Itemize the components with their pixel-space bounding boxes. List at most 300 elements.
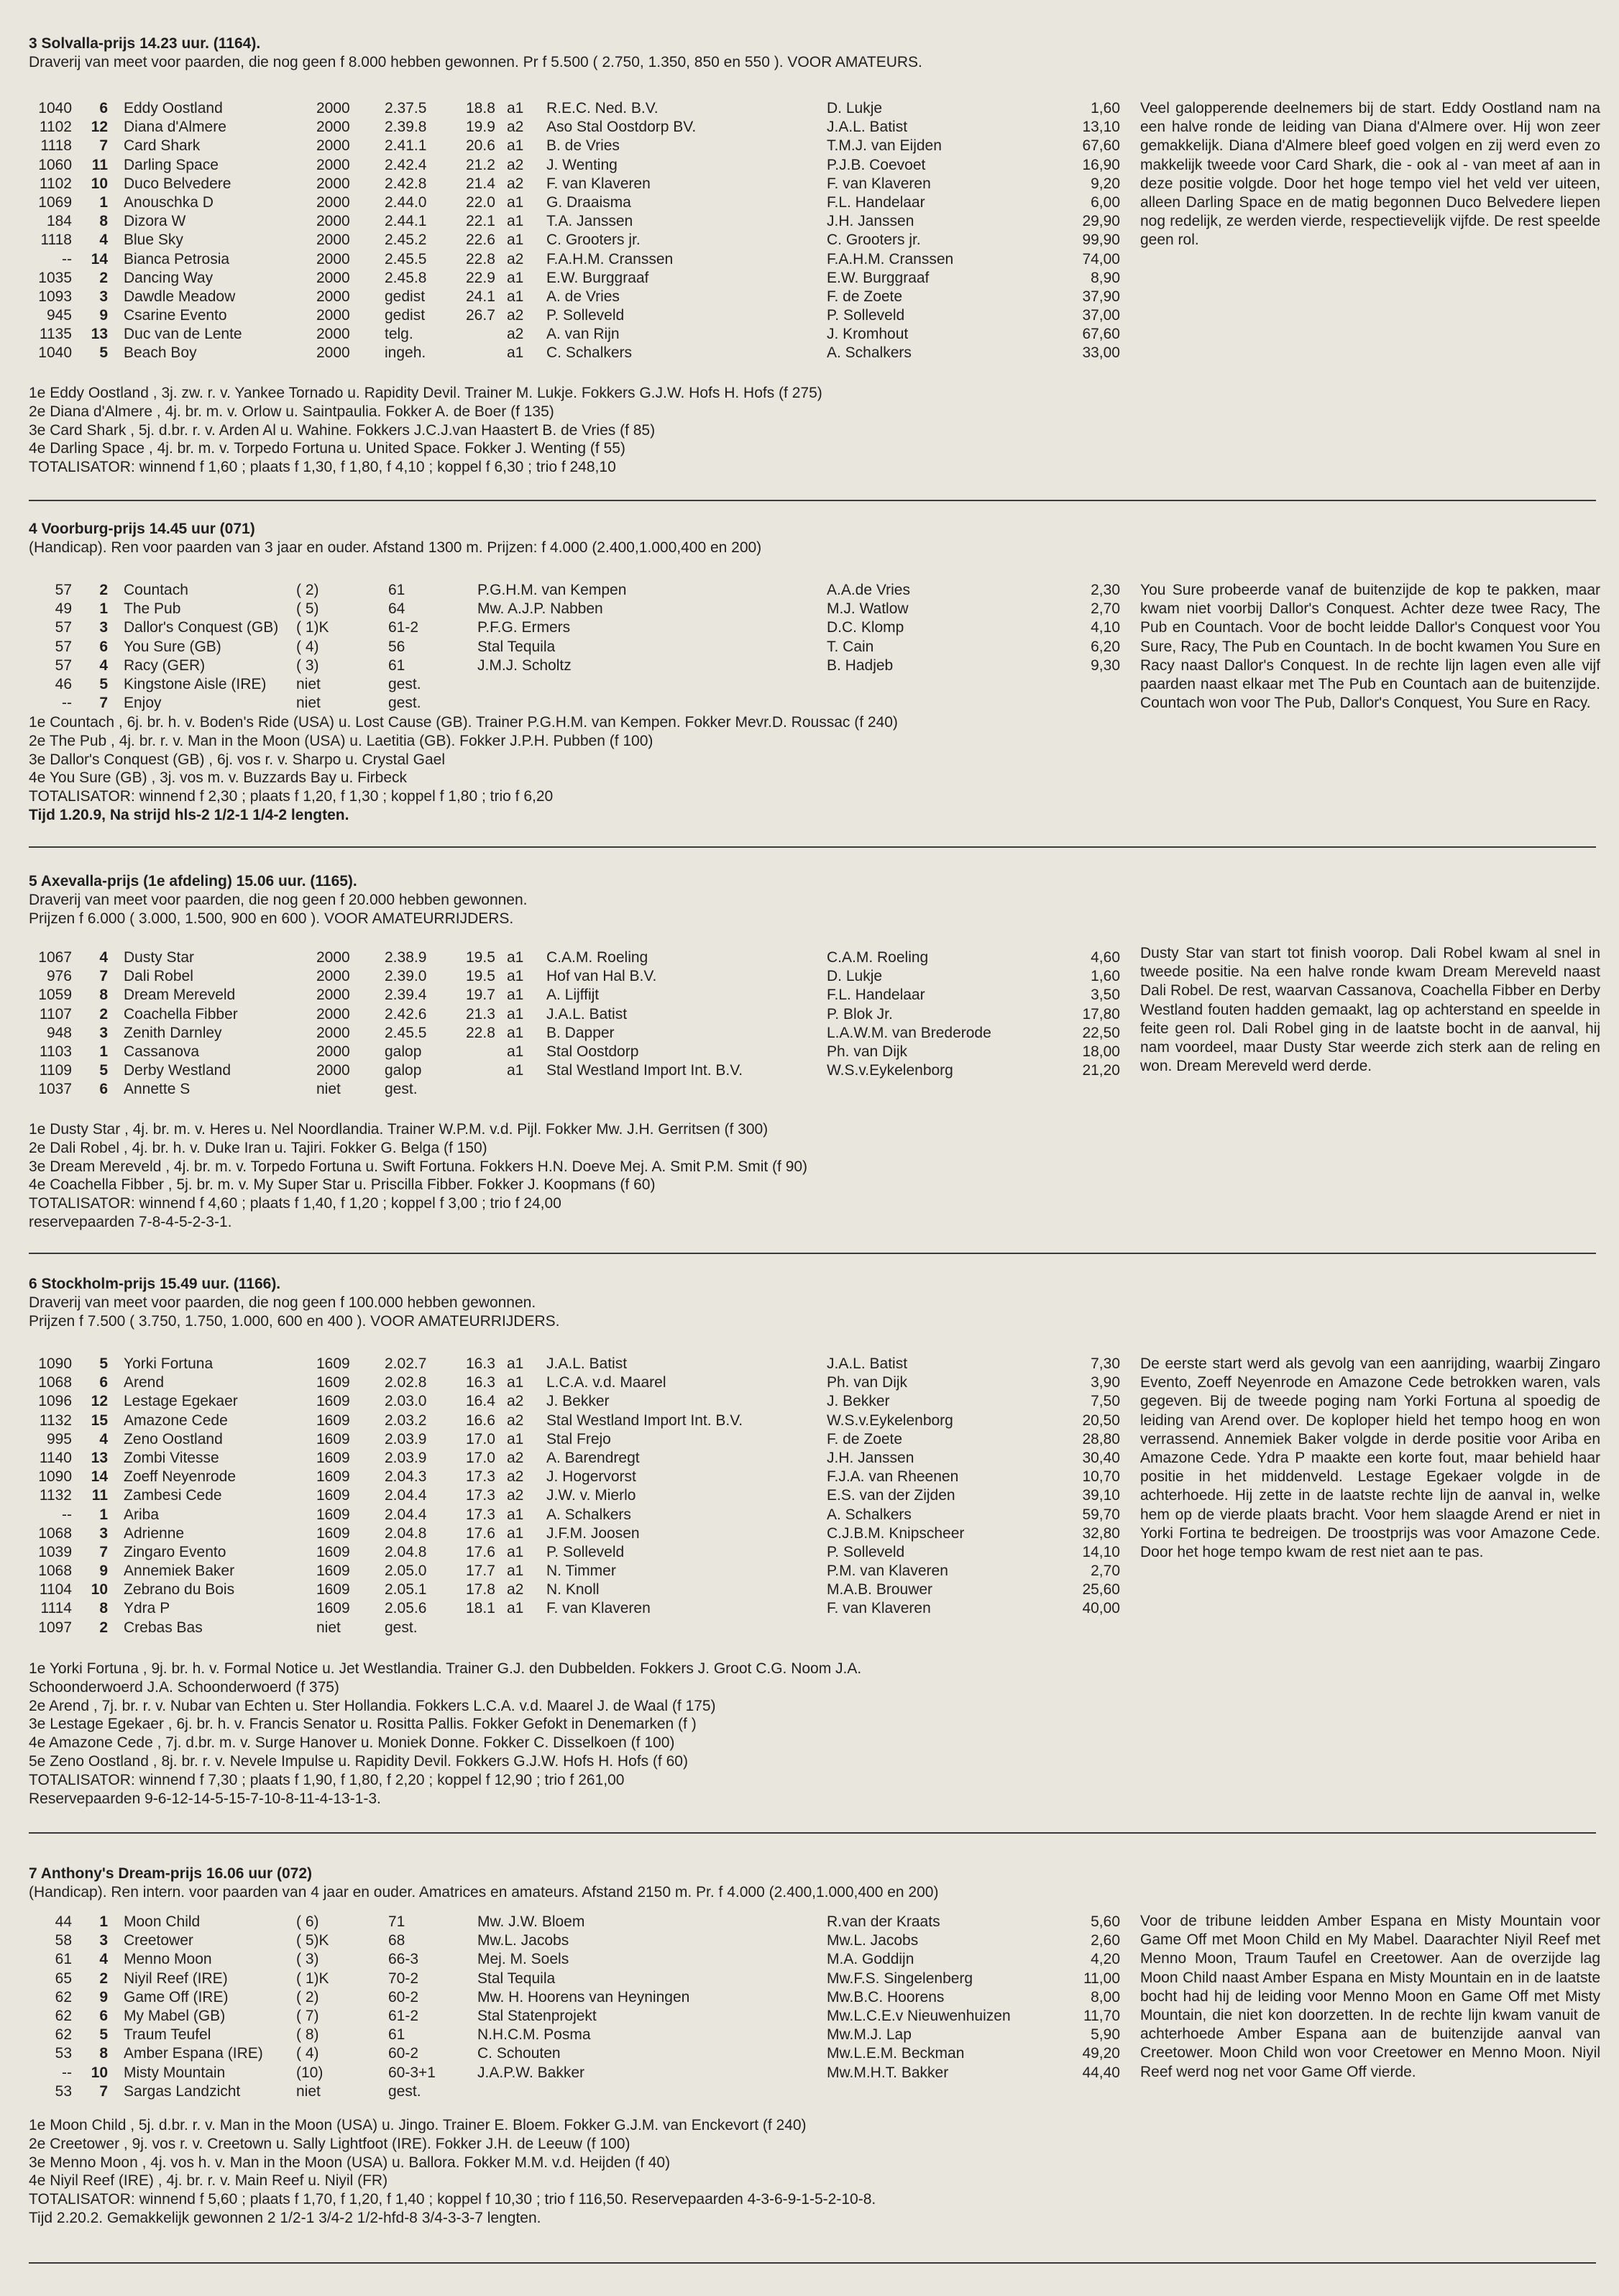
km-time: 17.8 bbox=[466, 1581, 495, 1598]
distance: 1609 bbox=[316, 1563, 350, 1580]
section-divider bbox=[29, 1253, 1596, 1254]
driver: T.M.J. van Eijden bbox=[827, 137, 942, 155]
distance: 2000 bbox=[316, 288, 350, 305]
start-number: 7 bbox=[99, 695, 108, 712]
gate: ( 5)K bbox=[296, 1932, 329, 1949]
start-number: 13 bbox=[91, 326, 108, 343]
table-row bbox=[29, 1950, 1150, 1969]
race-section bbox=[29, 872, 1600, 1230]
footer-line: 1e Dusty Star , 4j. br. m. v. Heres u. Nel Noordlandia. Trainer W.P.M. v.d. Pijl. Fokker Mw. J.H. Gerritsen (f 300) bbox=[29, 1121, 769, 1138]
km-time: 21.3 bbox=[466, 1005, 495, 1023]
start-number: 13 bbox=[91, 1449, 108, 1466]
start-number: 5 bbox=[99, 675, 108, 692]
start-number: 8 bbox=[99, 987, 108, 1004]
owner: J.F.M. Joosen bbox=[546, 1524, 640, 1542]
start-number: 14 bbox=[91, 250, 108, 267]
driver: J.H. Janssen bbox=[827, 213, 914, 230]
horse-name: Arend bbox=[124, 1374, 165, 1391]
horse-name: Moon Child bbox=[124, 1913, 201, 1930]
time: 2.04.8 bbox=[385, 1543, 427, 1560]
horse-name: Bianca Petrosia bbox=[124, 250, 230, 267]
results-table bbox=[29, 1913, 1150, 2101]
distance: 2000 bbox=[316, 1005, 350, 1023]
odds: 49,20 bbox=[1082, 2045, 1120, 2062]
owner: Stal Tequila bbox=[477, 1970, 556, 1987]
odds: 44,40 bbox=[1082, 2064, 1120, 2081]
odds: 99,90 bbox=[1082, 232, 1120, 249]
gate: ( 8) bbox=[296, 2026, 319, 2044]
km-time: 21.4 bbox=[466, 175, 495, 192]
start-number: 2 bbox=[99, 582, 108, 598]
table-row bbox=[29, 1080, 1150, 1099]
start-number: 1 bbox=[99, 1913, 108, 1930]
horse-name: Zoeff Neyenrode bbox=[124, 1468, 237, 1486]
race-conditions: Draverij van meet voor paarden, die nog geen f 100.000 hebben gewonnen. bbox=[29, 1294, 536, 1311]
prev-number: 1132 bbox=[39, 1487, 72, 1504]
time: 2.03.0 bbox=[385, 1393, 427, 1410]
time: 2.44.1 bbox=[385, 213, 427, 230]
time: 2.45.5 bbox=[385, 250, 427, 267]
distance: 2000 bbox=[316, 137, 350, 155]
race-section bbox=[29, 35, 1600, 476]
odds: 59,70 bbox=[1082, 1506, 1120, 1523]
driver: F. de Zoete bbox=[827, 288, 903, 305]
table-row bbox=[29, 1543, 1150, 1562]
prev-number: 1097 bbox=[38, 1619, 72, 1636]
weight: 68 bbox=[388, 1932, 405, 1949]
owner: Stal Statenprojekt bbox=[477, 2007, 597, 2024]
horse-name: Lestage Egekaer bbox=[124, 1393, 238, 1410]
footer-line: 4e Coachella Fibber , 5j. br. m. v. My Super Star u. Priscilla Fibber. Fokker J. Koopmans (f 60) bbox=[29, 1176, 656, 1194]
start-type: a2 bbox=[507, 1393, 524, 1410]
owner: Aso Stal Oostdorp BV. bbox=[546, 119, 697, 136]
owner: J.A.L. Batist bbox=[546, 1005, 628, 1023]
start-number: 10 bbox=[91, 2064, 108, 2081]
table-row bbox=[29, 118, 1150, 137]
footer-line: Schoonderwoerd J.A. Schoonderwoerd (f 375) bbox=[29, 1678, 339, 1696]
race-results-footer bbox=[29, 1660, 1150, 1808]
table-row bbox=[29, 2026, 1150, 2044]
km-time: 17.6 bbox=[466, 1543, 495, 1560]
owner: B. de Vries bbox=[546, 137, 620, 155]
start-number: 6 bbox=[99, 100, 108, 116]
owner: Stal Oostdorp bbox=[546, 1043, 639, 1060]
horse-name: Anouschka D bbox=[124, 193, 214, 211]
start-number: 6 bbox=[99, 1374, 108, 1391]
prev-number: 1107 bbox=[39, 1005, 72, 1023]
weight: 61-2 bbox=[388, 619, 419, 636]
owner: J.A.P.W. Bakker bbox=[477, 2064, 584, 2081]
driver: A. Schalkers bbox=[827, 344, 912, 362]
table-row bbox=[29, 1468, 1150, 1486]
owner: P.F.G. Ermers bbox=[477, 619, 571, 636]
km-time: 19.9 bbox=[466, 119, 495, 136]
horse-name: Dawdle Meadow bbox=[124, 288, 236, 305]
owner: A. Barendregt bbox=[546, 1449, 640, 1466]
table-row bbox=[29, 948, 1150, 967]
prev-number: 1040 bbox=[38, 344, 72, 362]
distance: 1609 bbox=[316, 1506, 350, 1523]
weight: 60-3+1 bbox=[388, 2064, 436, 2081]
footer-line: TOTALISATOR: winnend f 1,60 ; plaats f 1,30, f 1,80, f 4,10 ; koppel f 6,30 ; trio f 248,10 bbox=[29, 459, 616, 476]
time: gedist bbox=[385, 288, 426, 305]
time: gest. bbox=[385, 1081, 418, 1098]
jockey: A.A.de Vries bbox=[827, 582, 910, 598]
prev-number: 1102 bbox=[39, 175, 72, 192]
time: 2.02.8 bbox=[385, 1374, 427, 1391]
odds: 6,00 bbox=[1091, 193, 1120, 211]
distance: 2000 bbox=[316, 232, 350, 249]
horse-name: Coachella Fibber bbox=[124, 1005, 238, 1023]
table-row bbox=[29, 986, 1150, 1005]
driver: F. van Klaveren bbox=[827, 175, 931, 192]
owner: N.H.C.M. Posma bbox=[477, 2026, 591, 2044]
time: 2.04.4 bbox=[385, 1487, 427, 1504]
start-type: a1 bbox=[507, 1430, 524, 1447]
prev-rating: 57 bbox=[55, 638, 72, 655]
table-row bbox=[29, 1913, 1150, 1931]
footer-line: 3e Menno Moon , 4j. vos h. v. Man in the Moon (USA) u. Ballora. Fokker M.M. v.d. Heijden (f 40) bbox=[29, 2154, 671, 2171]
horse-name: Eddy Oostland bbox=[124, 100, 223, 116]
driver: W.S.v.Eykelenborg bbox=[827, 1062, 953, 1079]
horse-name: Zenith Darnley bbox=[124, 1024, 222, 1041]
start-number: 8 bbox=[99, 2045, 108, 2062]
driver: Ph. van Dijk bbox=[827, 1374, 908, 1391]
odds: 74,00 bbox=[1082, 250, 1120, 267]
driver: J.A.L. Batist bbox=[827, 119, 908, 136]
prev-number: 1035 bbox=[38, 269, 72, 286]
prev-number: 1067 bbox=[38, 949, 72, 966]
horse-name: Zingaro Evento bbox=[124, 1543, 226, 1560]
table-row bbox=[29, 1619, 1150, 1637]
time: gest. bbox=[385, 1619, 418, 1636]
results-table bbox=[29, 1355, 1150, 1637]
prev-rating: -- bbox=[62, 695, 72, 712]
start-number: 2 bbox=[99, 269, 108, 286]
horse-name: Zebrano du Bois bbox=[124, 1581, 235, 1598]
footer-line: 3e Dallor's Conquest (GB) , 6j. vos r. v. Sharpo u. Crystal Gael bbox=[29, 751, 446, 768]
race-commentary: You Sure probeerde vanaf de buitenzijde de kop te pakken, maar kwam niet voorbij Dallor's Conquest. Achter deze twee Racy, The Pub en Countach. Voor de bocht leidde Dallor's Conquest voor You Sure, Racy, The Pub en Countach. In de bocht kwamen You Sure en Racy naast Dallor's Conquest. In de rechte lijn lagen even alle vijf paarden naast elkaar met The Pub en Countach aan de buitenzijde. Countach won voor The Pub, Dallor's Conquest, You Sure en Racy. bbox=[1140, 582, 1600, 712]
time: telg. bbox=[385, 326, 413, 343]
jockey: Mw.B.C. Hoorens bbox=[827, 1988, 945, 2005]
start-type: a2 bbox=[507, 119, 524, 136]
jockey: Mw.M.J. Lap bbox=[827, 2026, 912, 2044]
race-title: 4 Voorburg-prijs 14.45 uur (071) bbox=[29, 521, 255, 537]
owner: Mej. M. Soels bbox=[477, 1951, 569, 1968]
odds: 11,00 bbox=[1083, 1970, 1120, 1987]
table-row bbox=[29, 288, 1150, 306]
distance: 1609 bbox=[316, 1543, 350, 1560]
weight: gest. bbox=[388, 2082, 421, 2100]
horse-name: Adrienne bbox=[124, 1524, 185, 1542]
odds: 67,60 bbox=[1082, 137, 1120, 155]
km-time: 22.8 bbox=[466, 1024, 495, 1041]
time: 2.38.9 bbox=[385, 949, 427, 966]
distance: 2000 bbox=[316, 269, 350, 286]
owner: A. Schalkers bbox=[546, 1506, 631, 1523]
table-row bbox=[29, 193, 1150, 212]
prev-number: 1040 bbox=[38, 100, 72, 116]
time: 2.37.5 bbox=[385, 100, 427, 116]
km-time: 26.7 bbox=[466, 307, 495, 324]
table-row bbox=[29, 618, 1150, 637]
distance: 2000 bbox=[316, 1043, 350, 1060]
footer-line: 4e Darling Space , 4j. br. m. v. Torpedo Fortuna u. United Space. Fokker J. Wenting (f 55) bbox=[29, 440, 625, 457]
time: ingeh. bbox=[385, 344, 426, 362]
race-section bbox=[29, 1865, 1600, 2226]
time: 2.02.7 bbox=[385, 1355, 427, 1372]
footer-line: 1e Eddy Oostland , 3j. zw. r. v. Yankee Tornado u. Rapidity Devil. Trainer M. Lukje. Fokkers G.J.W. Hofs H. Hofs (f 275) bbox=[29, 385, 822, 401]
odds: 1,60 bbox=[1091, 968, 1120, 985]
time: 2.03.2 bbox=[385, 1412, 427, 1429]
horse-name: Beach Boy bbox=[124, 344, 197, 362]
distance: 1609 bbox=[316, 1524, 350, 1542]
race-conditions: Draverij van meet voor paarden, die nog geen f 8.000 hebben gewonnen. Pr f 5.500 ( 2.750, 1.350, 850 en 550 ). VOOR AMATEURS. bbox=[29, 54, 922, 70]
owner: J.W. v. Mierlo bbox=[546, 1487, 636, 1504]
horse-name: Game Off (IRE) bbox=[124, 1988, 229, 2005]
start-type: a1 bbox=[507, 288, 524, 305]
start-number: 7 bbox=[99, 968, 108, 985]
distance: 1609 bbox=[316, 1412, 350, 1429]
time: 2.05.1 bbox=[385, 1581, 427, 1598]
table-row bbox=[29, 1931, 1150, 1950]
prev-rating: 44 bbox=[55, 1913, 72, 1930]
odds: 3,90 bbox=[1091, 1374, 1120, 1391]
jockey: Mw.M.H.T. Bakker bbox=[827, 2064, 949, 2081]
start-number: 4 bbox=[99, 949, 108, 966]
table-row bbox=[29, 1449, 1150, 1468]
owner: A. Lijffijt bbox=[546, 987, 600, 1004]
race-results-footer bbox=[29, 1120, 1150, 1232]
odds: 67,60 bbox=[1082, 326, 1120, 343]
footer-line: TOTALISATOR: winnend f 7,30 ; plaats f 1,90, f 1,80, f 2,20 ; koppel f 12,90 ; trio f 261,00 bbox=[29, 1771, 625, 1788]
start-type: a2 bbox=[507, 1487, 524, 1504]
race-conditions: Prijzen f 7.500 ( 3.750, 1.750, 1.000, 600 en 400 ). VOOR AMATEURRIJDERS. bbox=[29, 1313, 560, 1330]
table-row bbox=[29, 638, 1150, 657]
horse-name: Sargas Landzicht bbox=[124, 2082, 241, 2100]
table-row bbox=[29, 1506, 1150, 1524]
footer-line: 5e Zeno Oostland , 8j. br. r. v. Nevele Impulse u. Rapidity Devil. Fokkers G.J.W. Hofs H. Hofs (f 60) bbox=[29, 1752, 688, 1770]
footer-line: 3e Dream Mereveld , 4j. br. m. v. Torpedo Fortuna u. Swift Fortuna. Fokkers H.N. Doeve Mej. A. Smit P.M. Smit (f 90) bbox=[29, 1158, 808, 1175]
km-time: 17.7 bbox=[466, 1563, 495, 1580]
table-row bbox=[29, 137, 1150, 155]
horse-name: Creetower bbox=[124, 1932, 193, 1949]
odds: 17,80 bbox=[1082, 1005, 1120, 1023]
start-number: 7 bbox=[99, 137, 108, 155]
start-type: a2 bbox=[507, 1449, 524, 1466]
footer-line: 4e Niyil Reef (IRE) , 4j. br. r. v. Main Reef u. Niyil (FR) bbox=[29, 2172, 388, 2190]
horse-name: Crebas Bas bbox=[124, 1619, 203, 1636]
prev-number: 948 bbox=[46, 1024, 72, 1041]
start-number: 4 bbox=[99, 1430, 108, 1447]
section-divider bbox=[29, 500, 1596, 501]
gate: niet bbox=[296, 2082, 321, 2100]
prev-number: 976 bbox=[46, 968, 72, 985]
start-type: a1 bbox=[507, 213, 524, 230]
driver: F.A.H.M. Cranssen bbox=[827, 250, 954, 267]
horse-name: Enjoy bbox=[124, 695, 162, 712]
driver: P. Solleveld bbox=[827, 1543, 905, 1560]
table-row bbox=[29, 306, 1150, 325]
horse-name: Dizora W bbox=[124, 213, 186, 230]
start-number: 3 bbox=[99, 288, 108, 305]
time: 2.39.0 bbox=[385, 968, 427, 985]
km-time: 16.6 bbox=[466, 1412, 495, 1429]
start-type: a1 bbox=[507, 1374, 524, 1391]
start-type: a1 bbox=[507, 1524, 524, 1542]
horse-name: Ydra P bbox=[124, 1600, 170, 1617]
owner: Mw. A.J.P. Nabben bbox=[477, 600, 603, 618]
driver: A. Schalkers bbox=[827, 1506, 912, 1523]
table-row bbox=[29, 175, 1150, 193]
odds: 6,20 bbox=[1091, 638, 1120, 655]
odds: 9,20 bbox=[1091, 175, 1120, 192]
distance: 1609 bbox=[316, 1355, 350, 1372]
km-time: 17.0 bbox=[466, 1449, 495, 1466]
weight: 61 bbox=[388, 657, 405, 674]
start-type: a1 bbox=[507, 1043, 524, 1060]
horse-name: Duc van de Lente bbox=[124, 326, 242, 343]
distance: 1609 bbox=[316, 1468, 350, 1486]
time: 2.39.8 bbox=[385, 119, 427, 136]
horse-name: Derby Westland bbox=[124, 1062, 231, 1079]
owner: N. Knoll bbox=[546, 1581, 600, 1598]
start-type: a2 bbox=[507, 1468, 524, 1486]
owner: Stal Frejo bbox=[546, 1430, 611, 1447]
horse-name: My Mabel (GB) bbox=[124, 2007, 226, 2024]
race-title: 5 Axevalla-prijs (1e afdeling) 15.06 uur. (1165). bbox=[29, 873, 357, 889]
race-conditions: (Handicap). Ren intern. voor paarden van 4 jaar en ouder. Amatrices en amateurs. Afstand 2150 m. Pr. f 4.000 (2.400,1.000,400 en 200) bbox=[29, 1884, 939, 1901]
driver: F.J.A. van Rheenen bbox=[827, 1468, 959, 1486]
km-time: 19.5 bbox=[466, 949, 495, 966]
start-number: 9 bbox=[99, 307, 108, 324]
prev-number: 1102 bbox=[39, 119, 72, 136]
table-row bbox=[29, 1562, 1150, 1581]
gate: ( 4) bbox=[296, 2045, 319, 2062]
odds: 8,90 bbox=[1091, 269, 1120, 286]
odds: 33,00 bbox=[1082, 344, 1120, 362]
weight: 61 bbox=[388, 2026, 405, 2044]
owner: R.E.C. Ned. B.V. bbox=[546, 100, 659, 116]
start-number: 1 bbox=[99, 1506, 108, 1523]
race-time-margins: Tijd 1.20.9, Na strijd hls-2 1/2-1 1/4-2 lengten. bbox=[29, 806, 349, 823]
driver: E.S. van der Zijden bbox=[827, 1487, 955, 1504]
owner: P. Solleveld bbox=[546, 307, 625, 324]
owner: T.A. Janssen bbox=[546, 213, 633, 230]
horse-name: Darling Space bbox=[124, 156, 219, 173]
table-row bbox=[29, 1599, 1150, 1618]
time: 2.04.8 bbox=[385, 1524, 427, 1542]
footer-line: 2e Diana d'Almere , 4j. br. m. v. Orlow u. Saintpaulia. Fokker A. de Boer (f 135) bbox=[29, 403, 554, 420]
start-number: 1 bbox=[99, 1043, 108, 1060]
start-type: a1 bbox=[507, 344, 524, 362]
time: 2.03.9 bbox=[385, 1449, 427, 1466]
horse-name: Zambesi Cede bbox=[124, 1487, 222, 1504]
driver: W.S.v.Eykelenborg bbox=[827, 1412, 953, 1429]
prev-number: 1135 bbox=[39, 326, 72, 343]
owner: P. Solleveld bbox=[546, 1543, 625, 1560]
time: gedist bbox=[385, 307, 426, 324]
prev-number: 1132 bbox=[39, 1412, 72, 1429]
horse-name: Diana d'Almere bbox=[124, 119, 226, 136]
horse-name: You Sure (GB) bbox=[124, 638, 221, 655]
gate: niet bbox=[296, 675, 321, 692]
prev-number: 1059 bbox=[38, 987, 72, 1004]
driver: F. van Klaveren bbox=[827, 1600, 931, 1617]
distance: 2000 bbox=[316, 1062, 350, 1079]
distance: 1609 bbox=[316, 1600, 350, 1617]
race-results-footer bbox=[29, 713, 1150, 825]
table-row bbox=[29, 99, 1150, 118]
section-divider bbox=[29, 846, 1596, 848]
start-type: a1 bbox=[507, 968, 524, 985]
prev-number: 1037 bbox=[38, 1081, 72, 1098]
owner: J. Wenting bbox=[546, 156, 618, 173]
horse-name: Zeno Oostland bbox=[124, 1430, 223, 1447]
start-type: a2 bbox=[507, 250, 524, 267]
driver: P.M. van Klaveren bbox=[827, 1563, 948, 1580]
gate: ( 1)K bbox=[296, 1970, 329, 1987]
distance: 1609 bbox=[316, 1374, 350, 1391]
gate: ( 3) bbox=[296, 1951, 319, 1968]
weight: 61-2 bbox=[388, 2007, 419, 2024]
start-number: 11 bbox=[91, 156, 108, 173]
race-section bbox=[29, 520, 1600, 823]
start-number: 3 bbox=[99, 1024, 108, 1041]
race-commentary: Dusty Star van start tot finish voorop. Dali Robel kwam al snel in tweede positie. Na een halve ronde kwam Dream Mereveld naast Dali Robel. De rest, waarvan Cassanova, Coachella Fibber en Derby Westland fouten hadden gemaakt, lag op achterstand en speelde in feite geen rol. Dali Robel ging in de laatste bocht in de aanval, hij nam voordeel, maar Dusty Star weerde zich sterk aan de reling en won. Dream Mereveld werd derde. bbox=[1140, 945, 1600, 1075]
driver: Ph. van Dijk bbox=[827, 1043, 908, 1060]
start-number: 9 bbox=[99, 1988, 108, 2005]
owner: A. de Vries bbox=[546, 288, 620, 305]
owner: F. van Klaveren bbox=[546, 1600, 651, 1617]
weight: 60-2 bbox=[388, 2045, 419, 2062]
start-number: 12 bbox=[91, 119, 108, 136]
race-conditions: (Handicap). Ren voor paarden van 3 jaar en ouder. Afstand 1300 m. Prijzen: f 4.000 (2.400,1.000,400 en 200) bbox=[29, 539, 762, 556]
prev-number: 1096 bbox=[38, 1393, 72, 1410]
distance: 1609 bbox=[316, 1393, 350, 1410]
odds: 29,90 bbox=[1082, 213, 1120, 230]
distance: 2000 bbox=[316, 175, 350, 192]
weight: 56 bbox=[388, 638, 405, 655]
start-type: a1 bbox=[507, 137, 524, 155]
table-row bbox=[29, 1043, 1150, 1061]
jockey: B. Hadjeb bbox=[827, 657, 894, 674]
driver: F.L. Handelaar bbox=[827, 987, 925, 1004]
footer-line: 2e Creetower , 9j. vos r. v. Creetown u. Sally Lightfoot (IRE). Fokker J.H. de Leeuw (f 100) bbox=[29, 2135, 630, 2152]
start-type: a1 bbox=[507, 949, 524, 966]
horse-name: Blue Sky bbox=[124, 232, 183, 249]
prev-number: 1114 bbox=[40, 1600, 72, 1617]
driver: J.A.L. Batist bbox=[827, 1355, 908, 1372]
odds: 18,00 bbox=[1082, 1043, 1120, 1060]
odds: 30,40 bbox=[1082, 1449, 1120, 1466]
start-type: a1 bbox=[507, 1355, 524, 1372]
start-number: 5 bbox=[99, 1062, 108, 1079]
table-row bbox=[29, 156, 1150, 175]
results-table bbox=[29, 581, 1150, 713]
gate: (10) bbox=[296, 2064, 324, 2081]
owner: J. Hogervorst bbox=[546, 1468, 636, 1486]
km-time: 22.9 bbox=[466, 269, 495, 286]
prev-number: 1039 bbox=[38, 1543, 72, 1560]
table-row bbox=[29, 2044, 1150, 2063]
time: 2.42.4 bbox=[385, 156, 427, 173]
start-type: a2 bbox=[507, 326, 524, 343]
owner: J. Bekker bbox=[546, 1393, 610, 1410]
table-row bbox=[29, 212, 1150, 231]
prev-rating: 57 bbox=[55, 657, 72, 674]
footer-line: TOTALISATOR: winnend f 2,30 ; plaats f 1,20, f 1,30 ; koppel f 1,80 ; trio f 6,20 bbox=[29, 788, 554, 805]
